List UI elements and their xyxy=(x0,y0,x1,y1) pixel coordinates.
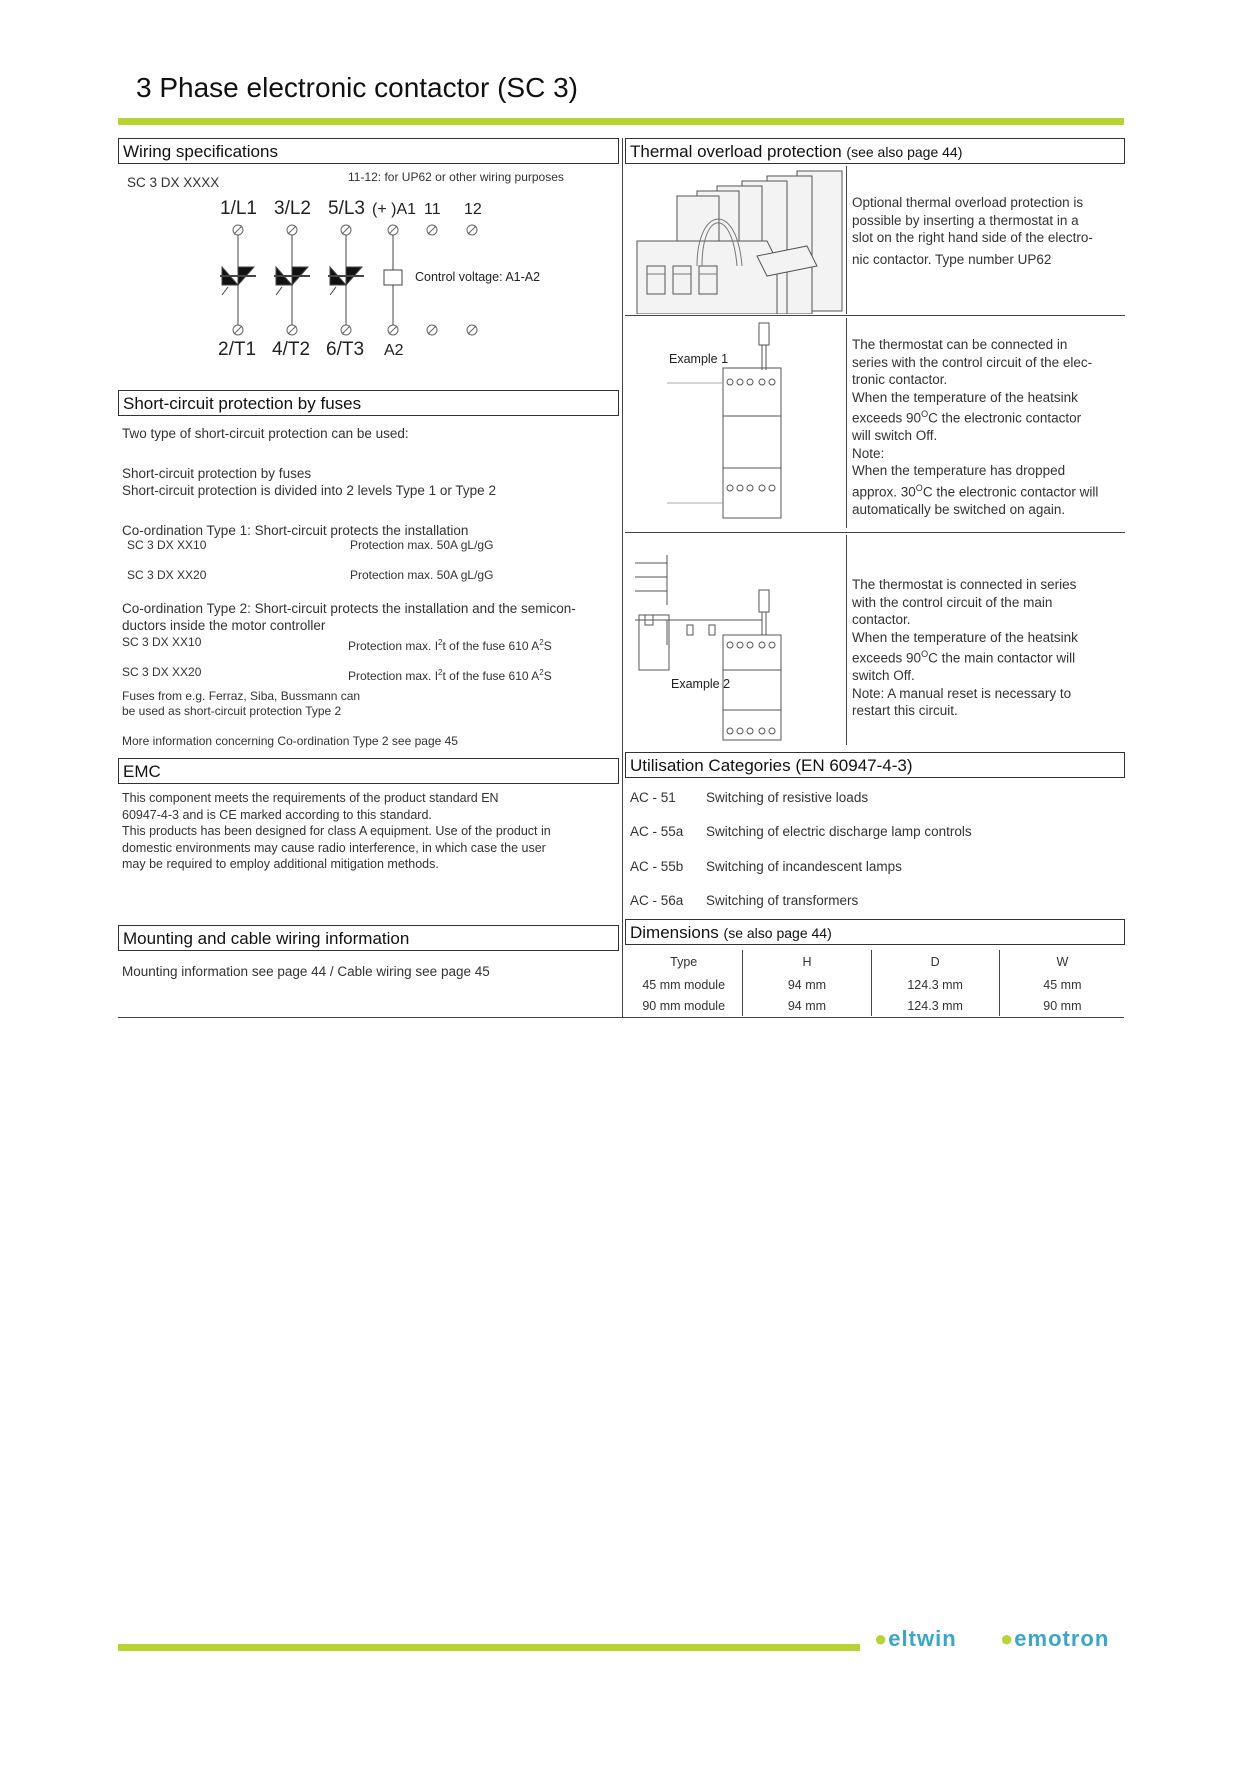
table-row: 45 mm module 94 mm 124.3 mm 45 mm xyxy=(625,974,1125,995)
type1-protection: Protection max. 50A gL/gG xyxy=(350,538,494,552)
type1-protection: Protection max. 50A gL/gG xyxy=(350,568,494,582)
short-circuit-header xyxy=(118,390,619,416)
type2-model: SC 3 DX XX20 xyxy=(122,665,202,679)
thermal-optional-text: Optional thermal overload protection is possible by inserting a thermostat in a slot on the right hand side of the electro- nic contactor. Type number UP62 xyxy=(852,195,1093,267)
type1-model: SC 3 DX XX20 xyxy=(127,568,207,582)
mounting-text: Mounting information see page 44 / Cable wiring see page 45 xyxy=(122,964,490,979)
thermal-header xyxy=(625,138,1125,164)
utilisation-row: AC - 56a Switching of transformers xyxy=(630,893,859,908)
contactor-drawing xyxy=(627,166,845,314)
short-circuit-title: Short-circuit protection by fuses xyxy=(123,394,362,413)
control-coil xyxy=(384,270,402,285)
utilisation-row: AC - 55a Switching of electric discharge lamp controls xyxy=(630,824,972,839)
thermal-title: Thermal overload protection xyxy=(630,142,842,161)
fuses-note-1: Fuses from e.g. Ferraz, Siba, Bussmann can xyxy=(122,689,361,703)
thermal-divider-1 xyxy=(625,315,1125,316)
terminal-label: 3/L2 xyxy=(274,198,311,219)
type2-protection: Protection max. $I^2t$ of the fuse 610 $A^2S$ xyxy=(348,638,552,653)
terminal-label: 6/T3 xyxy=(326,339,365,360)
type2-heading-1: Co-ordination Type 2: Short-circuit protects the installation and the semicon- xyxy=(122,601,576,616)
dimensions-header xyxy=(625,919,1125,945)
utilisation-row: AC - 55b Switching of incandescent lamps xyxy=(630,859,902,874)
thermal-image-divider xyxy=(846,166,847,314)
emc-title: EMC xyxy=(123,762,161,781)
thermal-divider-2 xyxy=(625,532,1125,533)
example1-divider xyxy=(846,318,847,528)
utilisation-header xyxy=(625,752,1125,778)
wiring-specifications-header xyxy=(118,138,619,164)
dimensions-title: Dimensions xyxy=(630,923,719,942)
content-bottom-rule xyxy=(118,1017,1124,1018)
type2-model: SC 3 DX XX10 xyxy=(122,635,202,649)
fuses-note-2: be used as short-circuit protection Type 2 xyxy=(122,704,342,718)
footer-accent-bar xyxy=(118,1644,860,1651)
terminal-label: 12 xyxy=(464,201,482,218)
wiring-specifications-title: Wiring specifications xyxy=(123,142,278,161)
terminal-label: 4/T2 xyxy=(272,339,311,360)
wiring-diagram xyxy=(200,195,560,370)
dimensions-header-note: (se also page 44) xyxy=(723,925,832,941)
wiring-model: SC 3 DX XXXX xyxy=(127,175,220,190)
short-circuit-line1: Short-circuit protection by fuses xyxy=(122,466,312,481)
terminal-label: 11 xyxy=(424,201,441,218)
type2-protection: Protection max. $I^2t$ of the fuse 610 $A^2S$ xyxy=(348,668,552,683)
more-info-link-text: More information concerning Co-ordination Type 2 see page 45 xyxy=(122,734,458,748)
dimensions-table xyxy=(625,950,1125,1016)
wiring-note: 11-12: for UP62 or other wiring purposes xyxy=(348,170,564,184)
column-header: Type xyxy=(625,950,743,974)
terminal-label: 2/T1 xyxy=(218,339,257,360)
example1-label: Example 1 xyxy=(669,352,729,366)
mounting-header xyxy=(118,925,619,951)
column-header: D xyxy=(871,950,999,974)
column-header: W xyxy=(1056,955,1069,969)
column-header: H xyxy=(743,950,871,974)
terminal-label: (+ )A1 xyxy=(372,201,417,218)
example1-text: The thermostat can be connected in series with the control circuit of the elec- tronic contactor. When the temperature of the heatsink exceeds $90^OC$ the electronic contactor will switch Off. Note: When the temperature has dropped approx. $30^OC$ the electronic contactor will automatically be switched on again. xyxy=(852,337,1099,517)
dimensions-header-row xyxy=(625,950,1125,974)
example1-diagram xyxy=(627,318,845,528)
terminal-label: 5/L3 xyxy=(328,198,365,219)
header-accent-bar xyxy=(118,118,1124,125)
control-voltage-label: Control voltage: A1-A2 xyxy=(415,270,541,284)
example2-label: Example 2 xyxy=(671,677,731,691)
emc-header xyxy=(118,758,619,784)
utilisation-row: AC - 51 Switching of resistive loads xyxy=(630,790,869,805)
mounting-title: Mounting and cable wiring information xyxy=(123,929,410,948)
emotron-logo: ●emotron xyxy=(1000,1626,1110,1651)
example2-diagram xyxy=(627,535,845,745)
column-divider xyxy=(622,138,623,1018)
eltwin-logo: ●eltwin xyxy=(874,1626,957,1651)
table-row: 90 mm module 94 mm 124.3 mm 90 mm xyxy=(625,995,1125,1016)
type2-heading-2: ductors inside the motor controller xyxy=(122,618,326,633)
emc-text: This component meets the requirements of the product standard EN 60947-4-3 and is CE marked according to this standard. This products has been designed for class A equipment. Use of the product in domestic environments may cause radio interference, in which case the user may be required to employ additional mitigation methods. xyxy=(122,791,551,871)
type1-heading: Co-ordination Type 1: Short-circuit protects the installation xyxy=(122,523,469,538)
example2-text: The thermostat is connected in series with the control circuit of the main contactor. When the temperature of the heatsink exceeds $90^OC$ the main contactor will switch Off. Note: A manual reset is necessary to restart this circuit. xyxy=(852,577,1078,718)
type1-model: SC 3 DX XX10 xyxy=(127,538,207,552)
example2-divider xyxy=(846,535,847,745)
utilisation-title: Utilisation Categories (EN 60947-4-3) xyxy=(630,756,913,775)
short-circuit-line2: Short-circuit protection is divided into 2 levels Type 1 or Type 2 xyxy=(122,483,496,498)
terminal-label: 1/L1 xyxy=(220,198,257,219)
thermal-header-note: (see also page 44) xyxy=(846,144,963,160)
terminal-label: A2 xyxy=(384,342,404,359)
short-circuit-intro: Two type of short-circuit protection can be used: xyxy=(122,426,409,441)
page-title: 3 Phase electronic contactor (SC 3) xyxy=(136,72,578,103)
